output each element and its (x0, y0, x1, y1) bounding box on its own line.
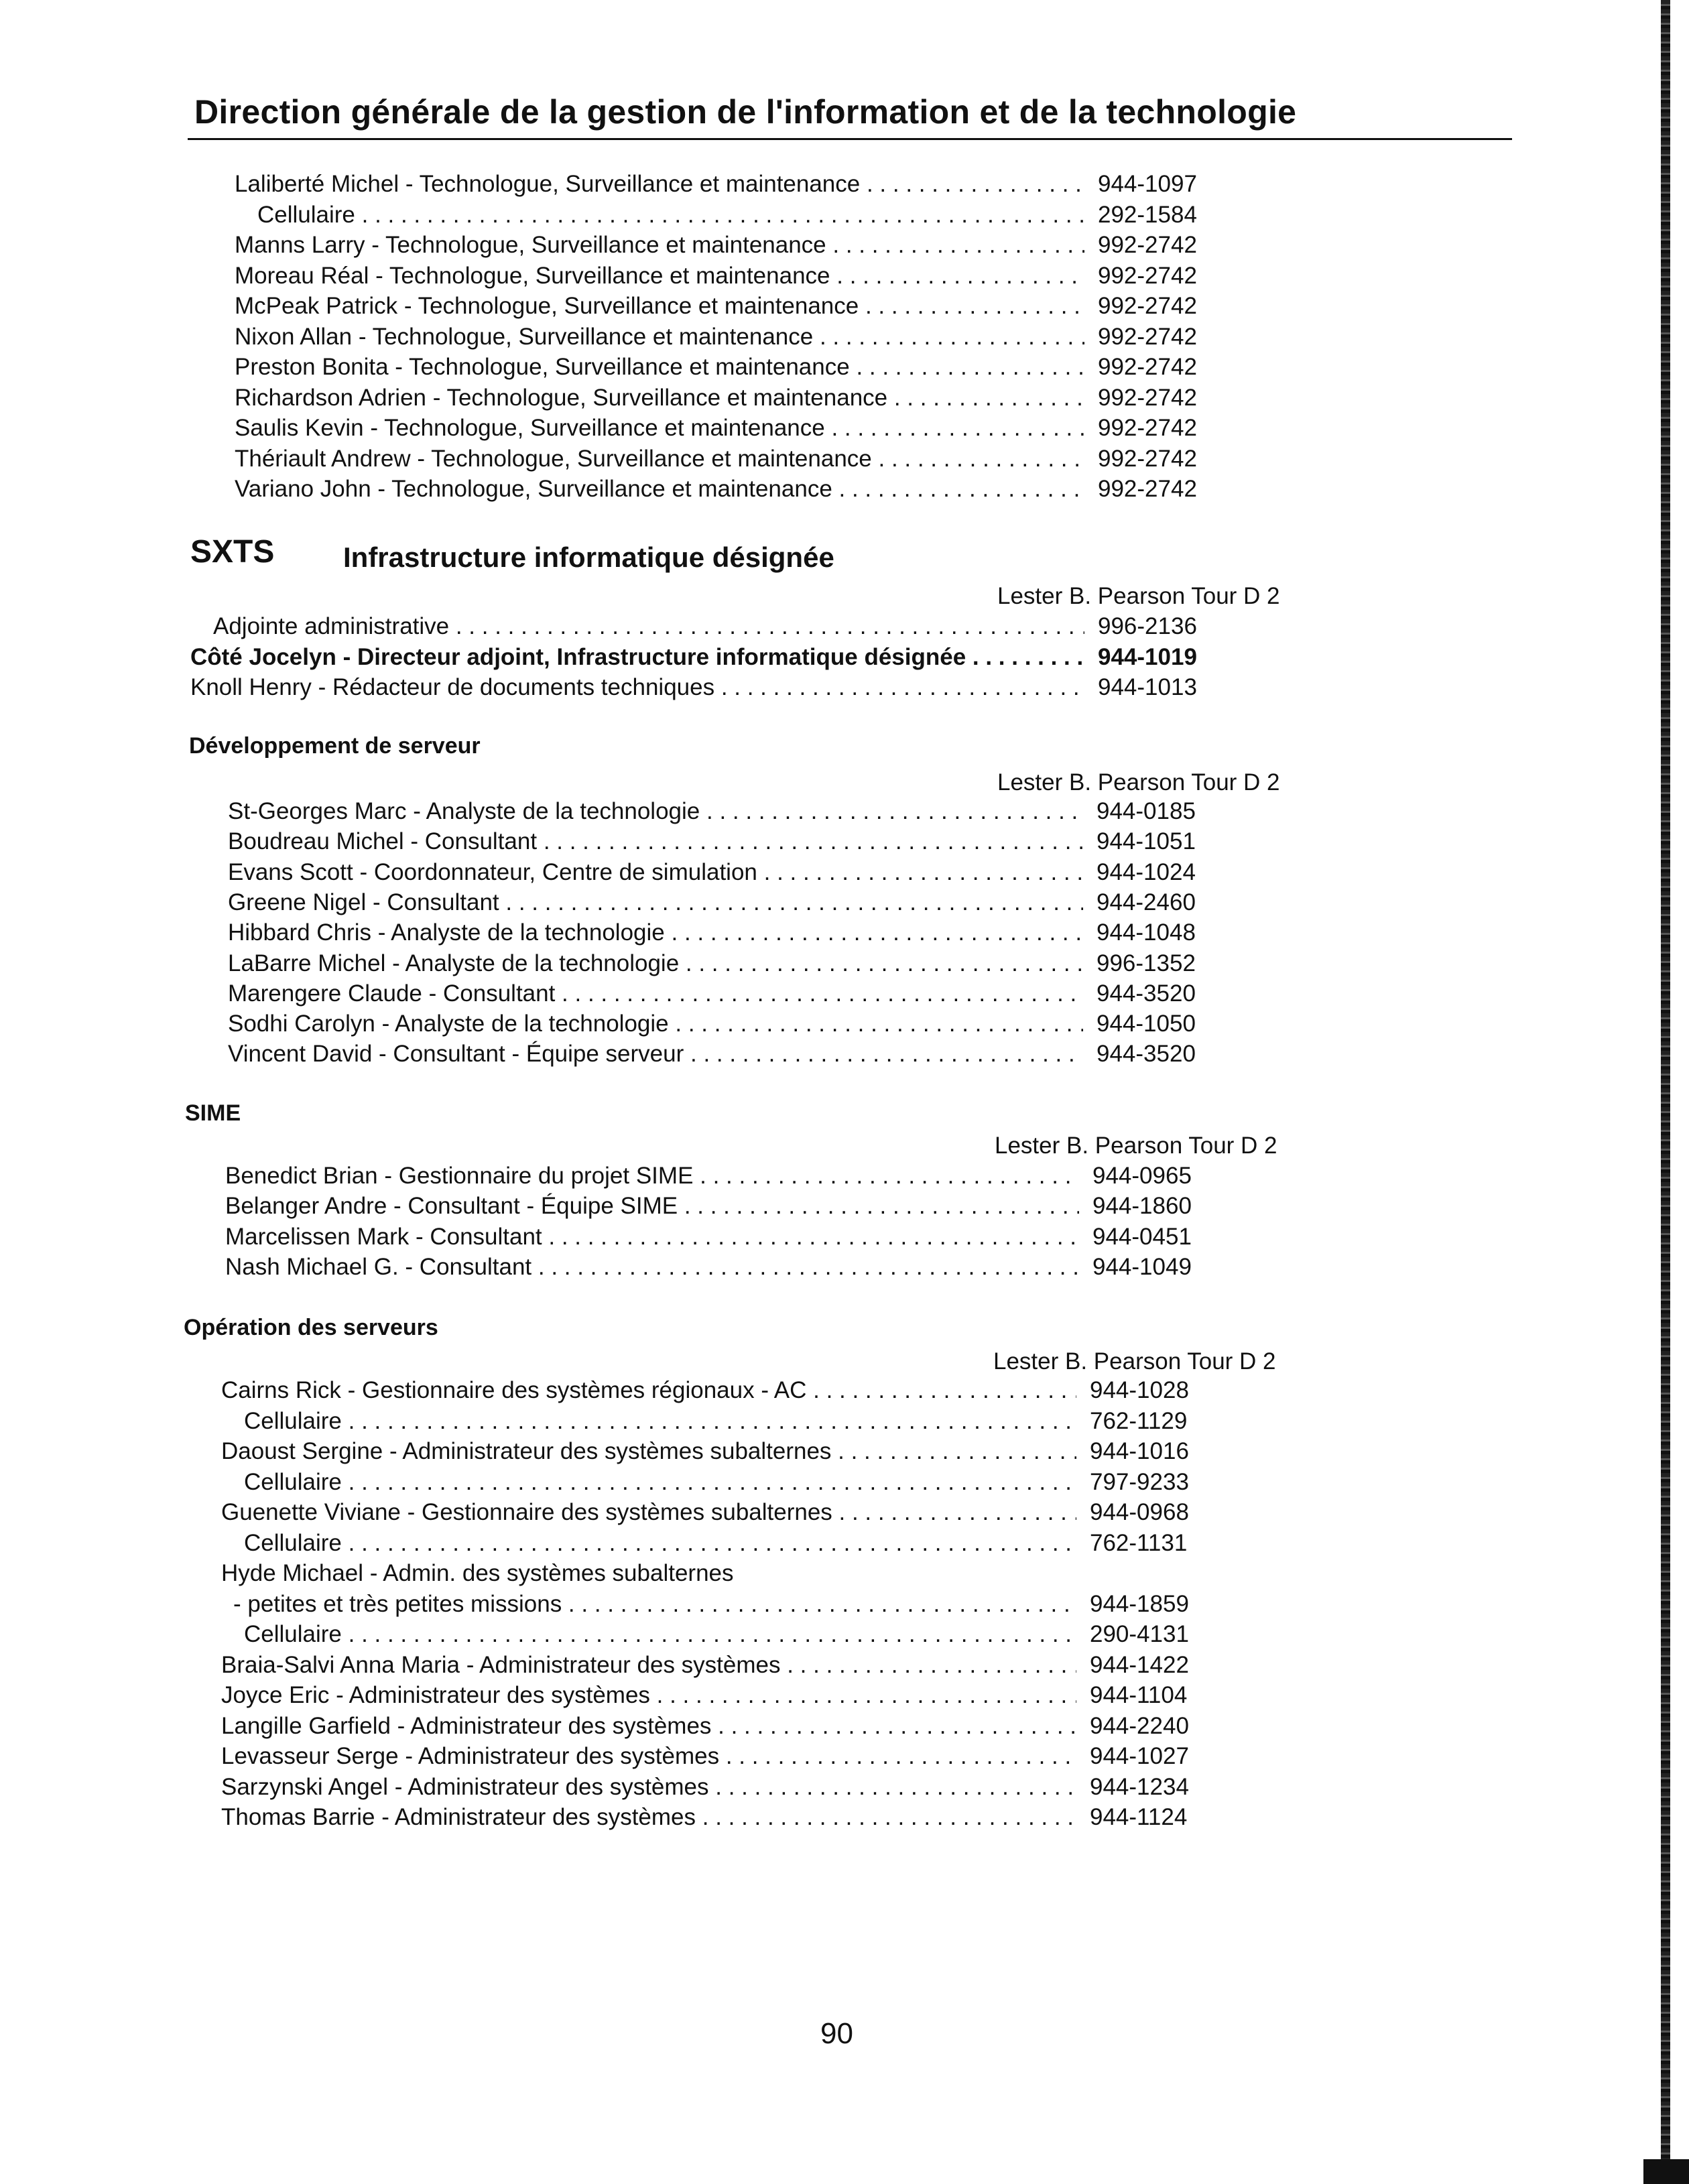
entry-phone: 944-3520 (1097, 1041, 1196, 1068)
entry-phone: 944-1049 (1092, 1253, 1192, 1280)
entry-phone: 996-2136 (1098, 613, 1197, 639)
directory-entry (221, 1436, 1204, 1467)
entry-name: Côté Jocelyn - Directeur adjoint, Infrastructure informatique désignée . . . (190, 642, 1084, 673)
entry-name: Nixon Allan - Technologue, Surveillance et maintenance . . . (235, 322, 1084, 352)
directory-entry (228, 948, 1210, 979)
entry-name: Preston Bonita - Technologue, Surveillance et maintenance . . . (235, 352, 1084, 383)
directory-entry (235, 291, 1212, 322)
directory-entry (225, 1191, 1206, 1222)
page-number: 90 (820, 2017, 853, 2050)
entry-phone: 944-1048 (1097, 919, 1196, 946)
entry-phone: 992-2742 (1098, 415, 1197, 441)
entry-name: Saulis Kevin - Technologue, Surveillance et maintenance . . . (235, 413, 1084, 444)
entry-name: Marcelissen Mark - Consultant . . . (225, 1222, 1079, 1252)
directory-entry (235, 383, 1212, 413)
entry-phone: 944-0451 (1092, 1223, 1192, 1250)
directory-entry (228, 978, 1210, 1009)
entry-phone: 944-1013 (1098, 674, 1197, 700)
entry-phone: 944-1859 (1090, 1590, 1189, 1617)
entry-phone: 992-2742 (1098, 384, 1197, 411)
entry-phone: 992-2742 (1098, 445, 1197, 472)
entry-name: Greene Nigel - Consultant . . . (228, 887, 1083, 918)
entry-phone: 944-1104 (1090, 1682, 1188, 1708)
directory-entry (235, 230, 1212, 261)
entry-phone: 944-2240 (1090, 1712, 1189, 1739)
subsection-heading: Opération des serveurs (184, 1315, 438, 1340)
binding-edge (1661, 0, 1670, 2184)
location-label: Lester B. Pearson Tour D 2 (995, 1133, 1277, 1159)
directory-entry (221, 1772, 1204, 1803)
entry-phone: 944-1050 (1097, 1011, 1196, 1037)
entry-name: Sarzynski Angel - Administrateur des systèmes . . . (221, 1772, 1076, 1803)
directory-entry (221, 1802, 1204, 1833)
directory-entry (244, 1406, 1204, 1437)
entry-name: Hyde Michael - Admin. des systèmes subalternes (221, 1560, 734, 1586)
entry-name: Moreau Réal - Technologue, Surveillance et maintenance . . . (235, 261, 1084, 292)
directory-entry (244, 1467, 1204, 1498)
section-title: Infrastructure informatique désignée (343, 541, 834, 573)
directory-entry (235, 413, 1212, 444)
location-label: Lester B. Pearson Tour D 2 (997, 769, 1280, 795)
directory-entry (228, 1009, 1210, 1039)
entry-name: Cellulaire . . . (244, 1406, 1076, 1437)
entry-name: Cairns Rick - Gestionnaire des systèmes régionaux - AC . . . (221, 1375, 1076, 1406)
directory-entry (233, 1589, 1204, 1620)
binding-edge-base (1643, 2159, 1689, 2184)
entry-name: Joyce Eric - Administrateur des systèmes . . . (221, 1680, 1076, 1711)
entry-name: Knoll Henry - Rédacteur de documents techniques . . . (190, 672, 1084, 703)
entry-phone: 944-3520 (1097, 980, 1196, 1007)
directory-entry (228, 796, 1210, 827)
section-code: SXTS (190, 534, 275, 570)
entry-name: Cellulaire . . . (244, 1528, 1076, 1559)
entry-phone: 992-2742 (1098, 262, 1197, 289)
entry-phone: 944-1124 (1090, 1804, 1188, 1830)
directory-entry (235, 352, 1212, 383)
directory-entry (228, 917, 1210, 948)
entry-phone: 944-1234 (1090, 1773, 1189, 1800)
entry-phone: 944-1051 (1097, 828, 1196, 855)
entry-name: Cellulaire . . . (257, 200, 1084, 231)
entry-phone: 762-1129 (1090, 1407, 1188, 1434)
directory-entry (190, 642, 1212, 673)
entry-phone: 944-1860 (1092, 1193, 1192, 1220)
entry-phone: 944-1097 (1098, 171, 1197, 197)
entry-phone: 944-2460 (1097, 889, 1196, 915)
entry-name: LaBarre Michel - Analyste de la technologie . . . (228, 948, 1083, 979)
directory-entry (221, 1375, 1204, 1406)
entry-phone: 944-1422 (1090, 1651, 1189, 1678)
entry-name: Thomas Barrie - Administrateur des systèmes . . . (221, 1802, 1076, 1833)
entry-name: Marengere Claude - Consultant . . . (228, 978, 1083, 1009)
entry-phone: 996-1352 (1097, 950, 1196, 976)
directory-entry (235, 322, 1212, 352)
entry-phone: 944-1027 (1090, 1743, 1189, 1769)
entry-phone: 944-1028 (1090, 1377, 1189, 1403)
directory-entry (235, 261, 1212, 292)
entry-name: Variano John - Technologue, Surveillance et maintenance . . . (235, 474, 1084, 505)
directory-entry (221, 1558, 1204, 1589)
directory-entry (225, 1161, 1206, 1192)
entry-name: McPeak Patrick - Technologue, Surveillance et maintenance . . . (235, 291, 1084, 322)
directory-entry (225, 1252, 1206, 1283)
entry-name: Vincent David - Consultant - Équipe serveur . . . (228, 1039, 1083, 1070)
location-label: Lester B. Pearson Tour D 2 (997, 583, 1280, 609)
directory-entry (228, 887, 1210, 918)
directory-entry (257, 200, 1212, 231)
entry-name: Richardson Adrien - Technologue, Surveillance et maintenance . . . (235, 383, 1084, 413)
directory-entry (221, 1741, 1204, 1772)
entry-name: Cellulaire . . . (244, 1467, 1076, 1498)
entry-name: Guenette Viviane - Gestionnaire des systèmes subalternes . . . (221, 1497, 1076, 1528)
entry-name: Langille Garfield - Administrateur des systèmes . . . (221, 1711, 1076, 1742)
page-title: Direction générale de la gestion de l'information et de la technologie (194, 93, 1297, 131)
entry-phone: 992-2742 (1098, 293, 1197, 319)
entry-phone: 944-1019 (1098, 643, 1197, 670)
subsection-heading: SIME (185, 1100, 241, 1126)
entry-phone: 762-1131 (1090, 1529, 1188, 1556)
entry-phone: 944-1016 (1090, 1438, 1189, 1464)
directory-entry (244, 1619, 1204, 1650)
directory-entry (221, 1497, 1204, 1528)
entry-name: Sodhi Carolyn - Analyste de la technologie . . . (228, 1009, 1083, 1039)
directory-entry (235, 444, 1212, 474)
entry-phone: 992-2742 (1098, 323, 1197, 350)
entry-phone: 992-2742 (1098, 354, 1197, 380)
directory-entry (190, 672, 1212, 703)
entry-name: Benedict Brian - Gestionnaire du projet SIME . . . (225, 1161, 1079, 1192)
entry-name: Levasseur Serge - Administrateur des systèmes . . . (221, 1741, 1076, 1772)
entry-name: Boudreau Michel - Consultant . . . (228, 826, 1083, 857)
entry-name: Cellulaire . . . (244, 1619, 1076, 1650)
directory-entry (228, 826, 1210, 857)
entry-phone: 292-1584 (1098, 201, 1197, 228)
entry-phone: 797-9233 (1090, 1468, 1189, 1495)
entry-phone: 290-4131 (1090, 1621, 1189, 1647)
directory-entry (235, 474, 1212, 505)
entry-name: Thériault Andrew - Technologue, Surveillance et maintenance . . . (235, 444, 1084, 474)
title-rule (188, 138, 1512, 140)
entry-name: Manns Larry - Technologue, Surveillance et maintenance . . . (235, 230, 1084, 261)
entry-name: Nash Michael G. - Consultant . . . (225, 1252, 1079, 1283)
entry-phone: 944-0965 (1092, 1163, 1192, 1189)
directory-entry (244, 1528, 1204, 1559)
directory-entry (228, 1039, 1210, 1070)
entry-phone: 944-0968 (1090, 1499, 1189, 1525)
entry-name: Laliberté Michel - Technologue, Surveillance et maintenance . . . (235, 169, 1084, 200)
entry-phone: 992-2742 (1098, 232, 1197, 258)
entry-phone: 944-0185 (1097, 798, 1196, 824)
entry-name: St-Georges Marc - Analyste de la technologie . . . (228, 796, 1083, 827)
directory-entry (221, 1680, 1204, 1711)
entry-name: Braia-Salvi Anna Maria - Administrateur des systèmes . . . (221, 1650, 1076, 1681)
entry-name: Evans Scott - Coordonnateur, Centre de simulation . . . (228, 857, 1083, 888)
entry-name: Belanger Andre - Consultant - Équipe SIME . . . (225, 1191, 1079, 1222)
directory-entry (213, 611, 1212, 642)
directory-entry (228, 857, 1210, 888)
entry-name: Daoust Sergine - Administrateur des systèmes subalternes . . . (221, 1436, 1076, 1467)
entry-phone: 944-1024 (1097, 858, 1196, 885)
directory-entry (221, 1650, 1204, 1681)
directory-entry (225, 1222, 1206, 1252)
entry-name: Hibbard Chris - Analyste de la technologie . . . (228, 917, 1083, 948)
location-label: Lester B. Pearson Tour D 2 (993, 1348, 1276, 1374)
entry-name: Adjointe administrative . . . (213, 611, 1084, 642)
entry-name: - petites et très petites missions . . . (233, 1589, 1076, 1620)
directory-entry (221, 1711, 1204, 1742)
entry-phone: 992-2742 (1098, 476, 1197, 502)
subsection-heading: Développement de serveur (189, 733, 481, 759)
directory-entry (235, 169, 1212, 200)
